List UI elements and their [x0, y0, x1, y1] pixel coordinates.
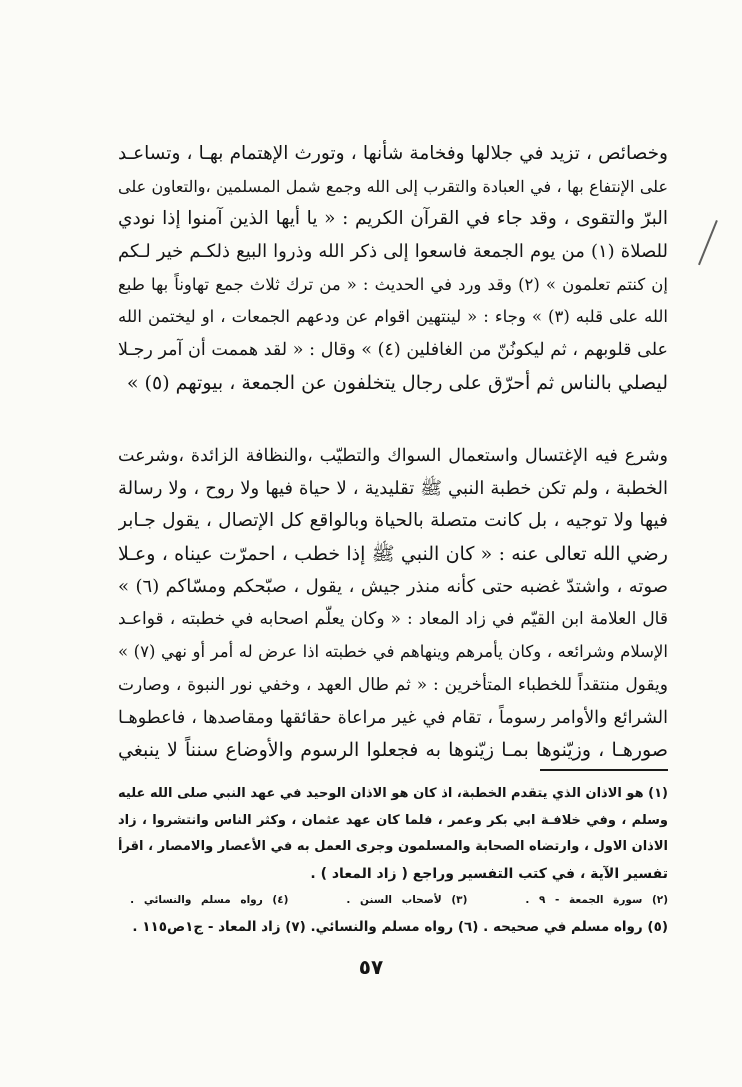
text-line: ويقول منتقداً للخطباء المتأخرين : « ثم طال العهد ، وخفي نور النبوة ، وصارت: [118, 674, 668, 695]
text-line: الشرائع والأوامر رسوماً ، تقام في غير مراعاة حقائقها ومقاصدها ، فاعطوهـا: [118, 707, 668, 728]
footnote-ref: (٣) لأصحاب السنن .: [346, 894, 468, 907]
margin-pencil-mark: [698, 220, 718, 265]
text-line: على الإنتفاع بها ، في العبادة والتقرب إلى الله وجمع شمل المسلمين ،والتعاون على: [118, 176, 668, 196]
page-number: ٥٧: [358, 955, 384, 979]
text-line: صورهـا ، وزيّنوها بمـا زيّنوها به فجعلوا الرسوم والأوضاع سنناً لا ينبغي: [118, 739, 668, 762]
footnote-line: (١) هو الاذان الذي يتقدم الخطبة، اذ كان هو الاذان الوحيد في عهد النبي صلى الله عليه: [118, 786, 668, 801]
text-line: الخطبة ، ولم تكن خطبة النبي ﷺ تقليدية ، لا حياة فيها ولا روح ، ولا رسالة: [118, 477, 668, 499]
text-line: قال العلامة ابن القيّم في زاد المعاد : « وكان يعلّم اصحابه في خطبته ، قواعـد: [118, 609, 668, 630]
text-line: وشرع فيه الإغتسال واستعمال السواك والتطيّب ،والنظافة الزائدة ،وشرعت: [118, 446, 668, 466]
footnote-refs-row: [118, 887, 668, 914]
footnote-line: تفسير الآية ، في كتب التفسير وراجع ( زاد المعاد ) .: [310, 865, 668, 882]
text-line: فيها ولا توجيه ، بل كانت متصلة بالحياة وبالواقع كل الإتصال ، يقول جـابر: [118, 510, 668, 532]
text-line: إن كنتم تعلمون » (٢) وقد ورد في الحديث : « من ترك ثلاث جمع تهاوناً بها طبع: [118, 274, 668, 294]
text-line: للصلاة (١) من يوم الجمعة فاسعوا إلى ذكر الله وذروا البيع ذلكـم خير لـكم: [118, 241, 668, 263]
text-line: ليصلي بالناس ثم أحرّق على رجال يتخلفون عن الجمعة ، بيوتهم (٥) »: [126, 371, 668, 394]
text-line: على قلوبهم ، ثم ليكونُنّ من الغافلين (٤) » وقال : « لقد هممت أن آمر رجـلا: [118, 340, 668, 361]
text-line: صوته ، واشتدّ غضبه حتى كأنه منذر جيش ، يقول ، صبّحكم ومسّاكم (٦) »: [118, 575, 668, 597]
footnote-line: الاذان الاول ، وارتضاه الصحابة والمسلمون وجرى العمل به في الأعصار والامصار ، اقرأ: [118, 839, 668, 855]
footnote-separator: [540, 769, 668, 771]
text-line: رضي الله تعالى عنه : « كان النبي ﷺ إذا خطب ، احمرّت عيناه ، وعـلا: [118, 543, 668, 566]
text-line: وخصائص ، تزيد في جلالها وفخامة شأنها ، وتورث الإهتمام بهـا ، وتساعـد: [118, 143, 668, 164]
footnote-refs-row: (٥) رواه مسلم في صحيحه . (٦) رواه مسلم والنسائي. (٧) زاد المعاد - ج١ص١١٥ .: [132, 918, 668, 935]
text-line: الله على قلبه (٣) » وجاء : « لينتهين اقوام عن ودعهم الجمعات ، او ليختمن الله: [118, 307, 668, 327]
footnote-ref: (٢) سورة الجمعة - ٩ .: [525, 894, 668, 907]
footnote-ref: (٤) رواه مسلم والنسائي .: [130, 894, 289, 907]
text-line: الإسلام وشرائعه ، وكان يأمرهم وينهاهم في خطبته اذا عرض له أمر أو نهي (٧) »: [118, 642, 668, 662]
body-paragraph-2: [118, 440, 668, 767]
footnotes: [118, 781, 668, 941]
text-line: البرّ والتقوى ، وقد جاء في القرآن الكريم : « يا أيها الذين آمنوا إذا نودي: [118, 208, 668, 230]
footnote-line: وسلم ، وفي خلافـة ابي بكر وعمر ، فلما كان عهد عثمان ، وكثر الناس وانتشروا ، زاد: [118, 812, 668, 828]
body-paragraph-1: [118, 138, 668, 400]
